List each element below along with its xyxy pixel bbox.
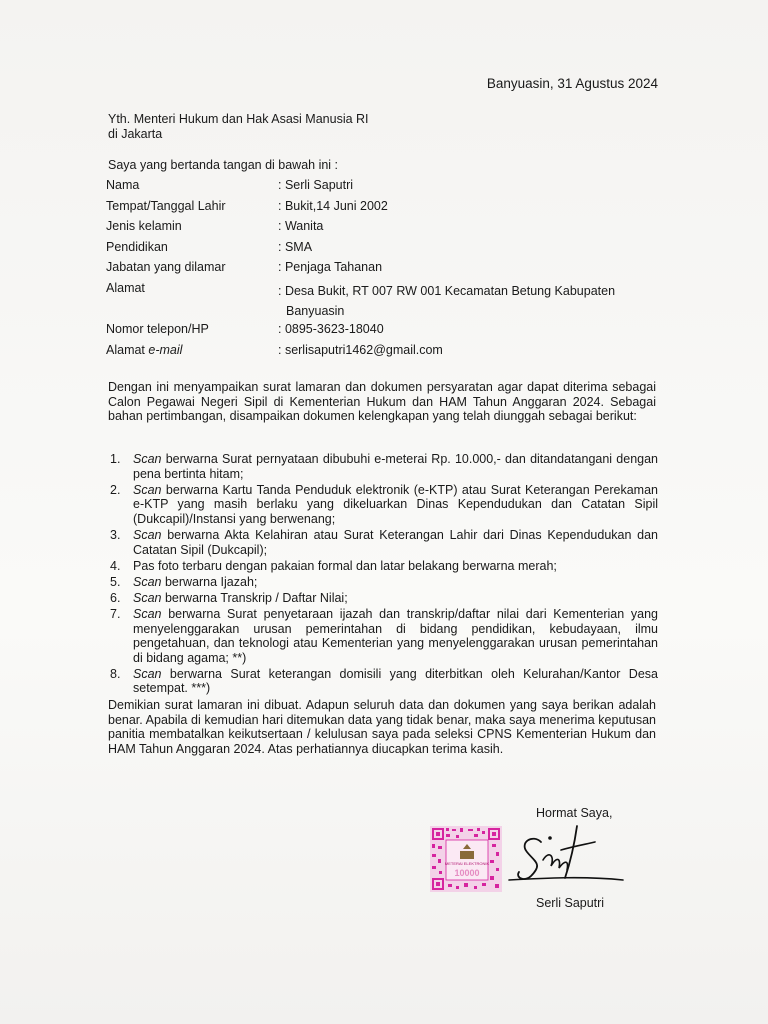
list-item [108, 559, 658, 574]
identity-value [278, 281, 658, 322]
identity-row [106, 178, 658, 199]
list-item [108, 591, 658, 606]
list-item [108, 483, 658, 527]
signature [505, 820, 630, 890]
list-italic: Scan [133, 606, 162, 621]
list-text: berwarna Kartu Tanda Penduduk elektronik (e-KTP) atau Surat Keterangan Perekaman e-KTP yang masih berlaku yang dikeluarkan Dinas Kependudukan dan Catatan Sipil (Dukcapil)/Instansi yang berwenang; [133, 482, 658, 526]
identity-row [106, 260, 658, 281]
list-italic: Scan [133, 482, 162, 497]
list-text: berwarna Ijazah; [161, 574, 258, 589]
identity-label: Jenis kelamin [106, 219, 182, 234]
closing-salutation: Hormat Saya, [536, 806, 613, 820]
list-italic: Scan [133, 452, 162, 466]
list-item [108, 528, 658, 557]
list-number: 8. [110, 666, 121, 681]
intro-text: Saya yang bertanda tangan di bawah ini : [108, 158, 339, 172]
identity-value: : Serli Saputri [278, 178, 354, 192]
identity-value: : Penjaga Tahanan [278, 260, 383, 275]
recipient-line-1: Yth. Menteri Hukum dan Hak Asasi Manusia RI [108, 112, 369, 126]
identity-row [106, 281, 658, 322]
identity-row [106, 322, 658, 343]
identity-value: : SMA [278, 239, 313, 254]
identity-row [106, 199, 658, 220]
list-number: 3. [110, 527, 121, 542]
list-item [108, 607, 658, 665]
identity-value: : Wanita [278, 219, 324, 234]
list-number: 5. [110, 574, 121, 589]
list-text: berwarna Surat keterangan domisili yang diterbitkan oleh Kelurahan/Kantor Desa setempat. ***) [133, 666, 658, 696]
document-list [108, 452, 658, 698]
email-label-italic: e-mail [148, 342, 183, 357]
list-number: 4. [110, 558, 121, 573]
identity-value: : serlisaputri1462@gmail.com [278, 342, 443, 357]
list-italic: Scan [133, 527, 162, 542]
identity-label: Jabatan yang dilamar [106, 260, 226, 275]
identity-value: : 0895-3623-18040 [278, 321, 384, 336]
list-text: berwarna Akta Kelahiran atau Surat Keterangan Lahir dari Dinas Kependudukan dan Catatan Sipil (Dukcapil); [133, 527, 658, 557]
signer-name: Serli Saputri [536, 896, 605, 910]
identity-label [106, 343, 278, 364]
list-item [108, 667, 658, 696]
identity-label: Alamat [106, 280, 145, 295]
e-meterai-stamp [430, 826, 502, 892]
identity-row [106, 219, 658, 240]
stamp-value: 10000 [454, 868, 480, 878]
recipient-block [108, 112, 369, 142]
stamp-label: METERAI ELEKTRONIK [444, 861, 490, 866]
paragraph-submission: Dengan ini menyampaikan surat lamaran dan dokumen persyaratan agar dapat diterima sebagai Calon Pegawai Negeri Sipil di Kementerian Hukum dan HAM Tahun Anggaran 2024. Sebagai bahan pertimbangan, disampaikan dokumen kelengkapan yang telah diunggah sebagai berikut: [108, 380, 656, 424]
identity-label: Nama [106, 178, 140, 192]
identity-table [106, 178, 658, 363]
identity-label: Nomor telepon/HP [106, 321, 209, 336]
address-line-2: Banyuasin [286, 304, 345, 319]
paragraph-closing-statement: Demikian surat lamaran ini dibuat. Adapun seluruh data dan dokumen yang saya berikan adalah benar. Apabila di kemudian hari ditemukan data yang tidak benar, maka saya menerima keputusan panitia membatalkan keikutsertaan / kelulusan saya pada seleksi CPNS Kementerian Hukum dan HAM Tahun Anggaran 2024. Atas perhatiannya diucapkan terima kasih. [108, 698, 656, 756]
identity-label: Pendidikan [106, 239, 168, 254]
list-item [108, 452, 658, 481]
place-date: Banyuasin, 31 Agustus 2024 [486, 76, 658, 91]
list-text: Pas foto terbaru dengan pakaian formal dan latar belakang berwarna merah; [133, 558, 557, 573]
list-number: 1. [110, 452, 121, 466]
identity-row [106, 240, 658, 261]
identity-row [106, 343, 658, 364]
list-italic: Scan [133, 666, 162, 681]
list-text: berwarna Transkrip / Daftar Nilai; [161, 590, 348, 605]
email-label-plain: Alamat [106, 342, 149, 357]
list-item [108, 575, 658, 590]
recipient-line-2: di Jakarta [108, 127, 163, 141]
list-text: berwarna Surat pernyataan dibubuhi e-meterai Rp. 10.000,- dan ditandatangani dengan pena bertinta hitam; [133, 452, 658, 481]
list-italic: Scan [133, 574, 162, 589]
list-number: 7. [110, 606, 121, 621]
address-line-1: : Desa Bukit, RT 007 RW 001 Kecamatan Betung Kabupaten [278, 283, 616, 298]
identity-value: : Bukit,14 Juni 2002 [278, 198, 388, 213]
list-italic: Scan [133, 590, 162, 605]
list-number: 2. [110, 482, 121, 497]
list-number: 6. [110, 590, 121, 605]
identity-label: Tempat/Tanggal Lahir [106, 198, 226, 213]
list-text: berwarna Surat penyetaraan ijazah dan transkrip/daftar nilai dari Kementerian yang menyelenggarakan urusan pemerintahan di bidang pendidikan, kebudayaan, ilmu pengetahuan, dan teknologi atau Kementerian yang menyelenggarakan urusan pemerintahan di bidang agama; **) [133, 606, 658, 665]
